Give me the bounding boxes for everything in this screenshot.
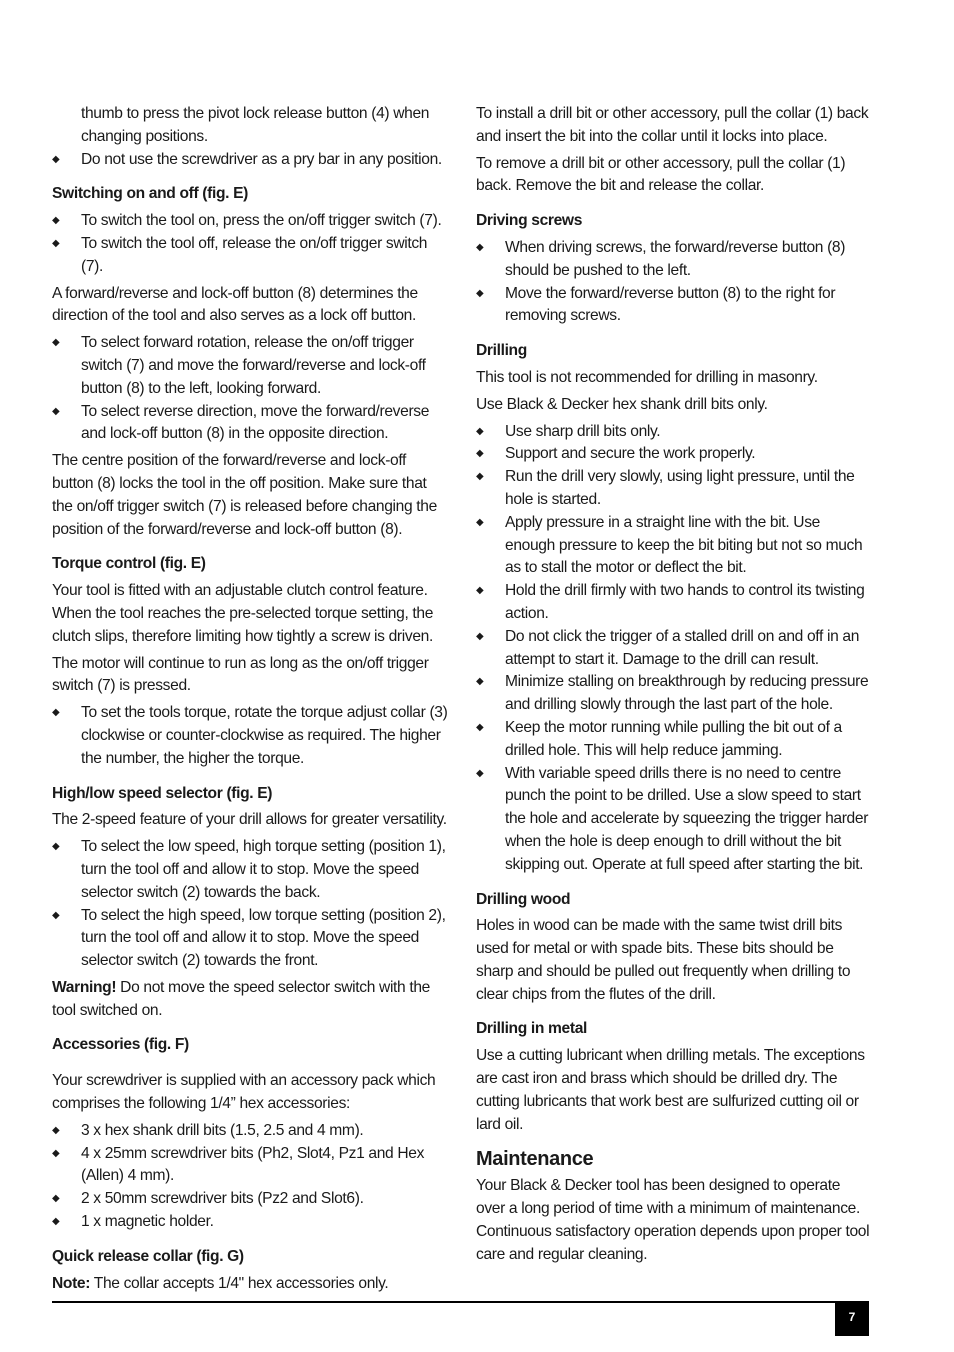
list-item	[52, 149, 448, 172]
list-item-text: Do not click the trigger of a stalled drill on and off in an attempt to start it. Damage to the drill can result.	[505, 627, 860, 668]
bullet-icon: ◆	[476, 425, 484, 437]
section-heading-accessories: Accessories (fig. F)	[52, 1036, 189, 1054]
list-item-text: When driving screws, the forward/reverse button (8) should be pushed to the left.	[505, 238, 846, 279]
list-item-text: Minimize stalling on breakthrough by reducing pressure and drilling slowly through the last part of the hole.	[505, 673, 869, 714]
list-item	[52, 702, 448, 770]
bullet-icon: ◆	[476, 287, 484, 299]
bullet-list	[52, 836, 448, 973]
bullet-icon: ◆	[52, 1147, 60, 1159]
bullet-icon: ◆	[476, 767, 484, 779]
list-item	[476, 443, 872, 466]
list-item-text: 4 x 25mm screwdriver bits (Ph2, Slot4, Pz1 and Hex (Allen) 4 mm).	[81, 1144, 425, 1185]
warning-text: Do not move the speed selector switch with the tool switched on.	[52, 978, 430, 1019]
continued-line: thumb to press the pivot lock release button (4) when changing positions.	[81, 105, 430, 145]
list-item	[52, 1188, 448, 1211]
section-heading-speed: High/low speed selector (fig. E)	[52, 784, 273, 802]
section-heading-quick-release: Quick release collar (fig. G)	[52, 1247, 244, 1265]
list-item-text: To set the tools torque, rotate the torque adjust collar (3) clockwise or counter-clockwise as required. The higher the number, the higher the torque.	[81, 704, 448, 767]
bullet-icon: ◆	[52, 1216, 60, 1228]
bullet-icon: ◆	[476, 516, 484, 528]
list-item	[52, 332, 448, 400]
list-item	[476, 421, 872, 444]
bullet-icon: ◆	[52, 337, 60, 349]
list-item	[52, 401, 448, 447]
list-item-text: Move the forward/reverse button (8) to the right for removing screws.	[505, 284, 836, 325]
list-item	[52, 233, 448, 279]
bullet-icon: ◆	[52, 237, 60, 249]
paragraph: The centre position of the forward/reverse and lock-off button (8) locks the tool in the off position. Make sure that the on/off trigger switch (7) is released before changing the position of the forward/reverse and lock-off button (8).	[52, 452, 437, 538]
bullet-icon: ◆	[476, 448, 484, 460]
list-item	[476, 512, 872, 580]
left-column	[52, 103, 448, 1299]
list-item	[476, 763, 872, 877]
note-paragraph	[52, 1273, 448, 1296]
bullet-list	[52, 149, 448, 172]
bullet-list	[52, 332, 448, 446]
paragraph: This tool is not recommended for drilling in masonry.	[476, 368, 818, 386]
section-heading-driving-screws: Driving screws	[476, 212, 583, 230]
list-item-text: To select the high speed, low torque setting (position 2), turn the tool off and allow it to stop. Move the speed selector switch (2) towards the front.	[81, 906, 446, 970]
list-item	[476, 580, 872, 626]
list-item	[52, 905, 448, 973]
list-item	[476, 626, 872, 672]
list-item-text: Hold the drill firmly with two hands to control its twisting action.	[505, 582, 865, 622]
list-item	[52, 836, 448, 904]
bullet-icon: ◆	[52, 215, 60, 227]
note-text: The collar accepts 1/4" hex accessories only.	[90, 1274, 389, 1292]
bullet-list	[52, 1120, 448, 1234]
bullet-list	[52, 210, 448, 278]
footer-rule	[52, 1301, 869, 1303]
list-item-text: To select reverse direction, move the forward/reverse and lock-off button (8) in the opposite direction.	[81, 402, 430, 443]
bullet-icon: ◆	[52, 1124, 60, 1136]
bullet-list	[52, 702, 448, 770]
bullet-icon: ◆	[52, 405, 60, 417]
paragraph: Use a cutting lubricant when drilling metals. The exceptions are cast iron and brass which should be drilled dry. The cutting lubricants that work best are sulfurized cutting oil or lard oil.	[476, 1047, 865, 1133]
list-item-text: With variable speed drills there is no need to centre punch the point to be drilled. Use a slow speed to start the hole and accelerate by squeezing the trigger harder when the hole is deep enough to drill without the bit skipping out. Operate at full speed after starting the bit.	[505, 764, 869, 873]
bullet-list	[476, 421, 872, 877]
page-number: 7	[835, 1301, 869, 1336]
list-item-text: To select the low speed, high torque setting (position 1), turn the tool off and allow it to stop. Move the speed selector switch (2) towards the back.	[81, 838, 446, 901]
section-heading-drilling: Drilling	[476, 342, 527, 360]
list-item-text: To switch the tool on, press the on/off trigger switch (7).	[81, 212, 442, 230]
list-item-text: To switch the tool off, release the on/off trigger switch (7).	[81, 234, 428, 275]
paragraph: Holes in wood can be made with the same twist drill bits used for metal or with spade bits. These bits should be sharp and should be pulled out frequently when drilling to clear chips from the flutes of the drill.	[476, 917, 851, 1003]
list-item	[476, 283, 872, 329]
list-item-text: 3 x hex shank drill bits (1.5, 2.5 and 4 mm).	[81, 1121, 364, 1139]
bullet-icon: ◆	[52, 841, 60, 853]
list-item	[476, 717, 872, 763]
bullet-icon: ◆	[476, 721, 484, 733]
section-heading-drilling-metal: Drilling in metal	[476, 1020, 588, 1038]
list-item-text: Do not use the screwdriver as a pry bar in any position.	[81, 150, 442, 168]
list-item-text: Run the drill very slowly, using light pressure, until the hole is started.	[505, 468, 855, 508]
list-item	[476, 237, 872, 283]
list-item	[476, 466, 872, 512]
bullet-icon: ◆	[476, 585, 484, 597]
list-item-text: Use sharp drill bits only.	[505, 422, 661, 440]
paragraph: Your tool is fitted with an adjustable clutch control feature. When the tool reaches the pre-selected torque setting, the clutch slips, therefore limiting how tightly a screw is driven.	[52, 582, 434, 645]
paragraph: The 2-speed feature of your drill allows for greater versatility.	[52, 811, 447, 829]
section-heading-switching: Switching on and off (fig. E)	[52, 185, 249, 203]
bullet-icon: ◆	[476, 630, 484, 642]
bullet-icon: ◆	[476, 471, 484, 483]
list-item	[52, 1143, 448, 1189]
list-item-text: Apply pressure in a straight line with the bit. Use enough pressure to keep the bit biting but not so much as to stall the motor or deflect the bit.	[505, 513, 863, 577]
bullet-icon: ◆	[476, 241, 484, 253]
continued-text	[52, 103, 448, 149]
paragraph: Your Black & Decker tool has been designed to operate over a long period of time with a minimum of maintenance. Continuous satisfactory operation depends upon proper tool care and regular cleaning.	[476, 1177, 870, 1263]
list-item	[476, 671, 872, 717]
paragraph: Use Black & Decker hex shank drill bits only.	[476, 395, 768, 413]
bullet-icon: ◆	[52, 153, 60, 165]
bullet-icon: ◆	[52, 707, 60, 719]
section-heading-drilling-wood: Drilling wood	[476, 890, 571, 908]
list-item-text: To select forward rotation, release the on/off trigger switch (7) and move the forward/reverse and lock-off button (8) to the left, looking forward.	[81, 334, 426, 397]
bullet-icon: ◆	[52, 909, 60, 921]
warning-label: Warning!	[52, 978, 117, 996]
paragraph: Your screwdriver is supplied with an accessory pack which comprises the following 1/4” hex accessories:	[52, 1072, 436, 1113]
right-column	[476, 103, 872, 1271]
section-heading-torque: Torque control (fig. E)	[52, 555, 206, 573]
list-item-text: 2 x 50mm screwdriver bits (Pz2 and Slot6).	[81, 1190, 364, 1208]
section-heading-maintenance: Maintenance	[476, 1148, 594, 1171]
paragraph: To install a drill bit or other accessory, pull the collar (1) back and insert the bit into the collar until it locks into place.	[476, 105, 869, 145]
bullet-icon: ◆	[476, 676, 484, 688]
note-label: Note:	[52, 1274, 91, 1292]
paragraph: To remove a drill bit or other accessory, pull the collar (1) back. Remove the bit and release the collar.	[476, 154, 846, 195]
list-item	[52, 1120, 448, 1143]
list-item-text: 1 x magnetic holder.	[81, 1213, 214, 1231]
list-item-text: Support and secure the work properly.	[505, 445, 756, 463]
list-item-text: Keep the motor running while pulling the bit out of a drilled hole. This will help reduce jamming.	[505, 718, 842, 759]
paragraph: The motor will continue to run as long as the on/off trigger switch (7) is pressed.	[52, 654, 429, 695]
bullet-icon: ◆	[52, 1193, 60, 1205]
paragraph: A forward/reverse and lock-off button (8) determines the direction of the tool and also serves as a lock off button.	[52, 284, 418, 325]
list-item	[52, 210, 448, 233]
list-item	[52, 1211, 448, 1234]
warning-paragraph	[52, 977, 448, 1023]
bullet-list	[476, 237, 872, 328]
